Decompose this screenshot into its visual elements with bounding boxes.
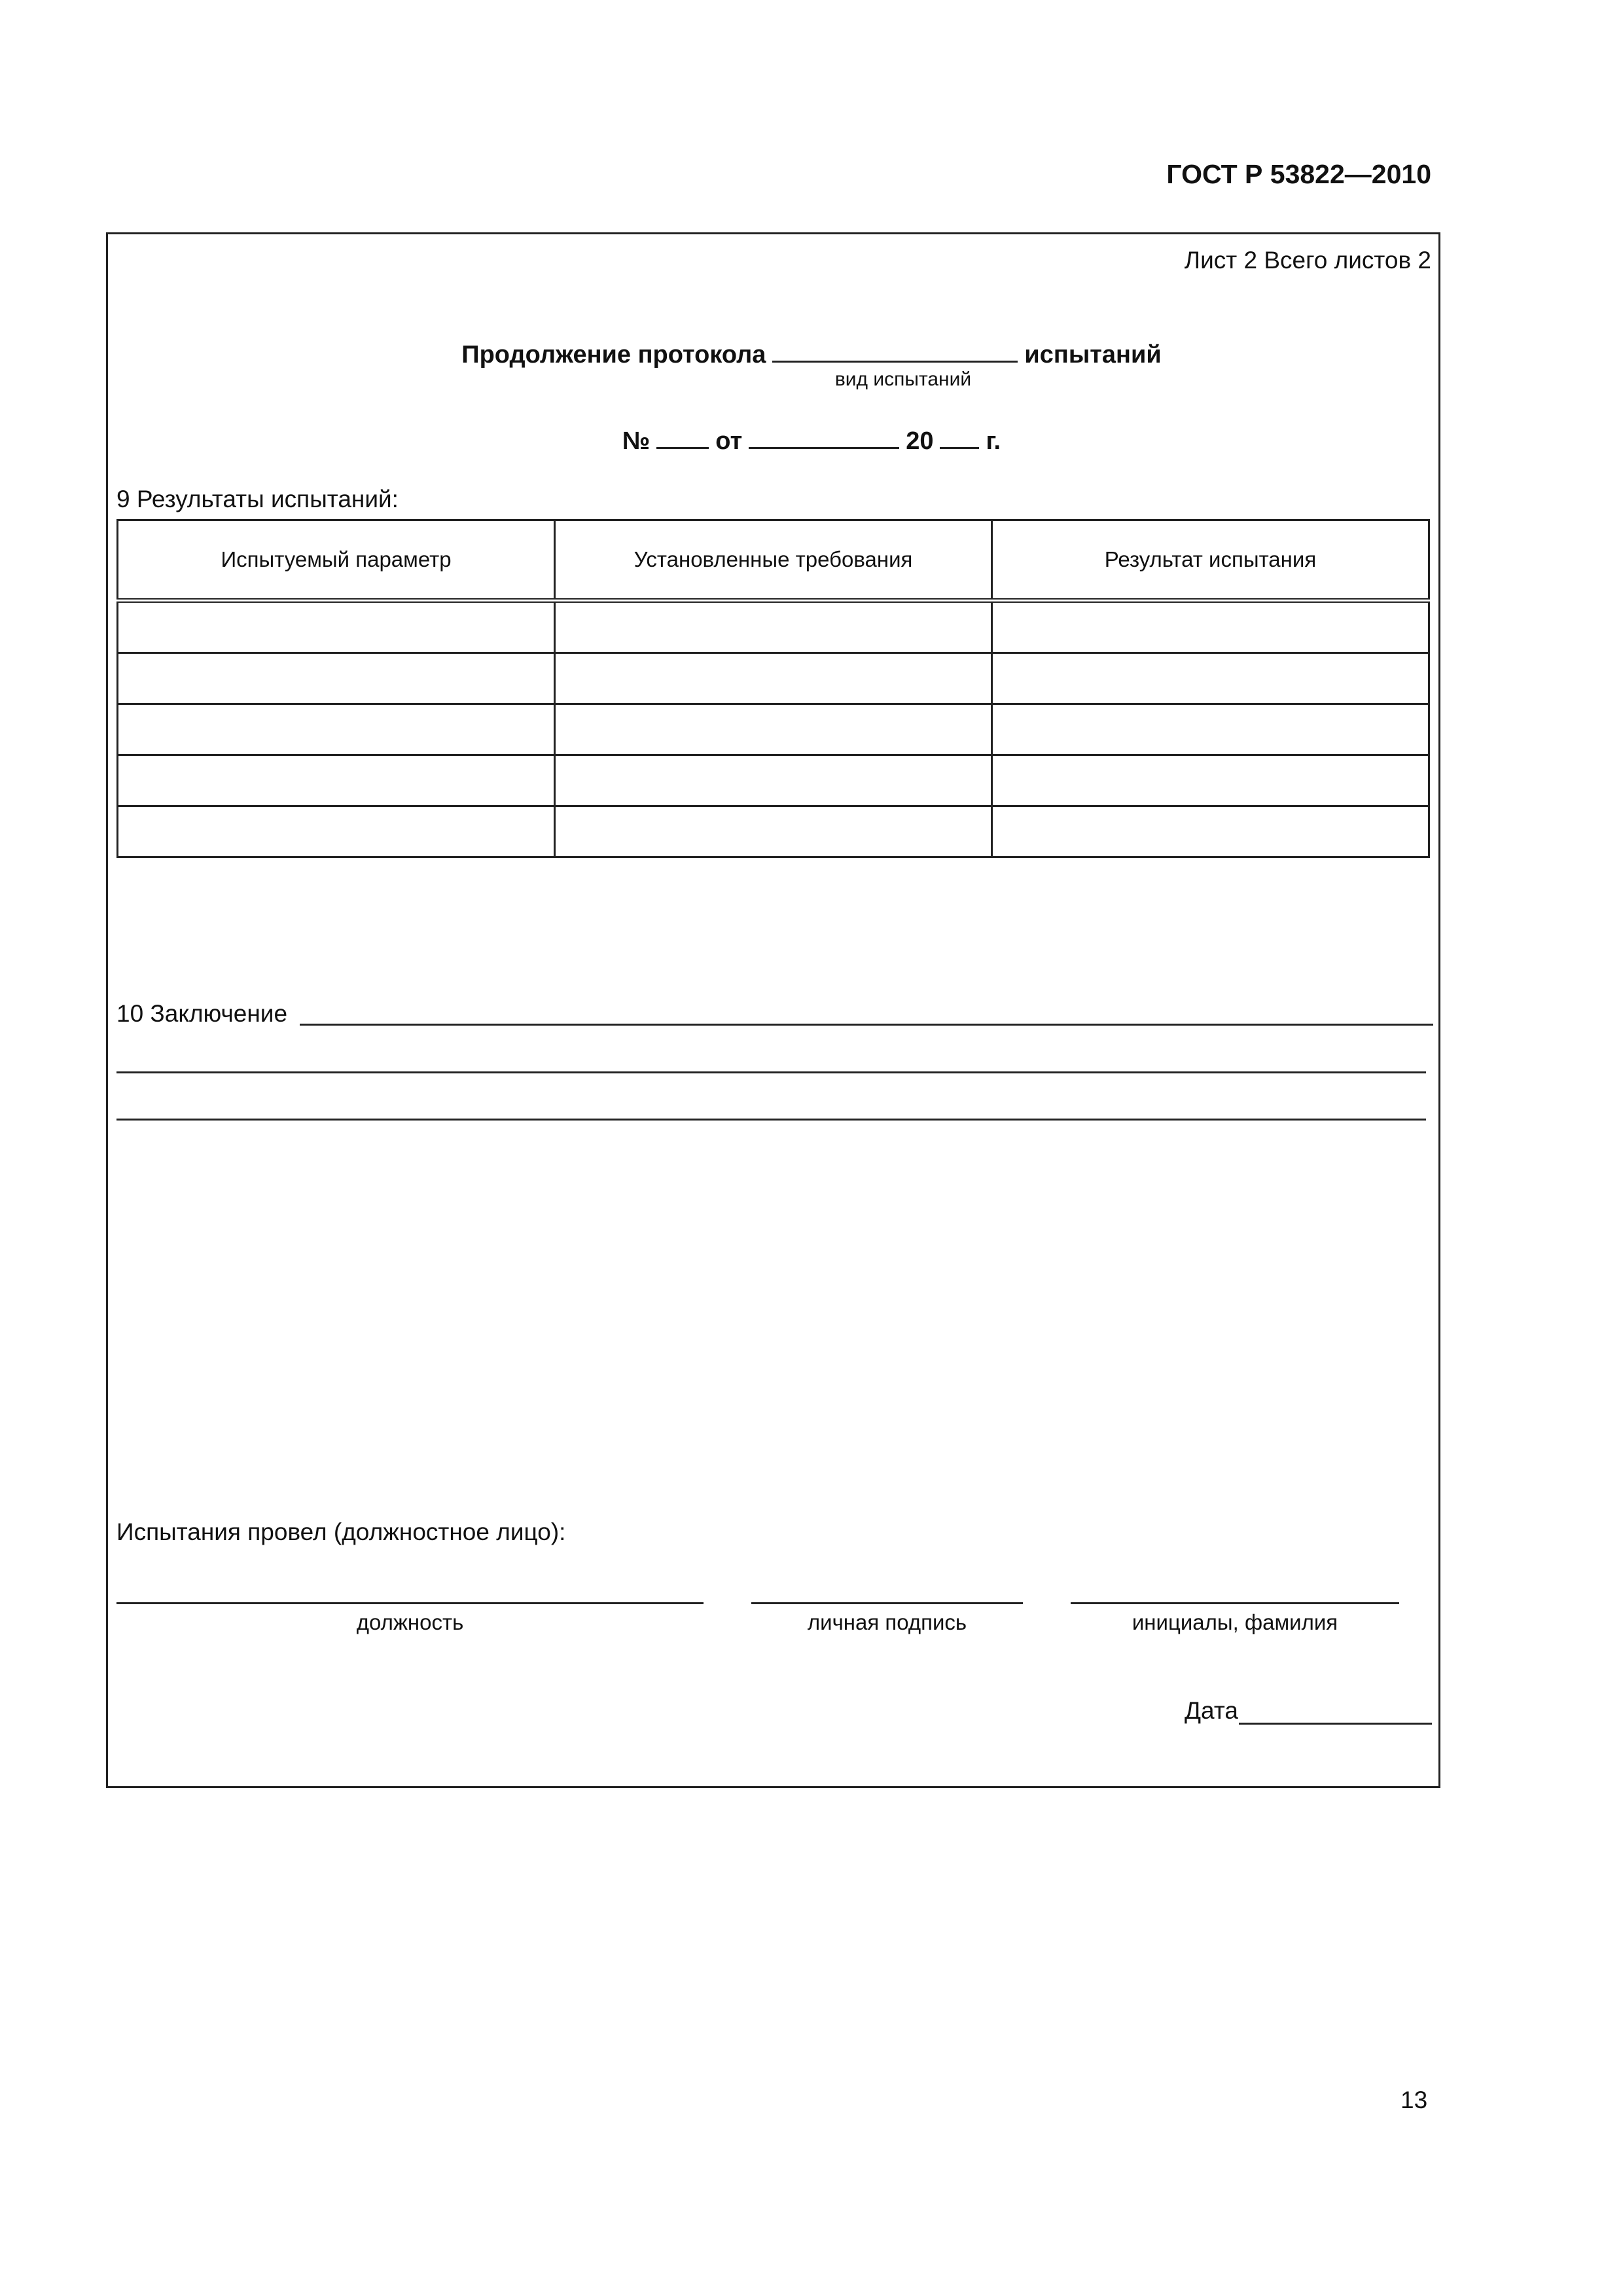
conclusion-line-3[interactable] <box>116 1119 1426 1121</box>
from-word: от <box>715 427 743 455</box>
results-title: 9 Результаты испытаний: <box>116 486 399 512</box>
conclusion-line-2[interactable] <box>116 1071 1426 1073</box>
protocol-number-line <box>0 422 1623 456</box>
table-cell[interactable] <box>118 704 555 755</box>
form-frame <box>106 232 1440 1788</box>
name-line[interactable] <box>1071 1602 1399 1604</box>
number-sign: № <box>622 427 651 455</box>
standard-code: ГОСТ Р 53822—2010 <box>1166 159 1431 189</box>
column-header-requirements: Установленные требования <box>555 520 992 601</box>
protocol-number-blank[interactable] <box>656 422 709 449</box>
signature-caption: личная подпись <box>807 1610 967 1634</box>
page-number: 13 <box>1400 2087 1428 2113</box>
name-caption: инициалы, фамилия <box>1132 1610 1338 1634</box>
table-row <box>118 806 1429 857</box>
continuation-prefix: Продолжение протокола <box>461 341 766 368</box>
table-cell[interactable] <box>118 601 555 653</box>
table-cell[interactable] <box>555 601 992 653</box>
date-line[interactable] <box>1239 1723 1432 1725</box>
table-cell[interactable] <box>992 601 1429 653</box>
table-cell[interactable] <box>118 755 555 806</box>
sheet-info: Лист 2 Всего листов 2 <box>1184 247 1431 274</box>
table-row <box>118 755 1429 806</box>
year-suffix: г. <box>986 427 1001 455</box>
signature-line[interactable] <box>751 1602 1023 1604</box>
conclusion-label: 10 Заключение <box>116 1000 288 1027</box>
table-cell[interactable] <box>992 704 1429 755</box>
protocol-date-blank[interactable] <box>749 422 899 449</box>
table-cell[interactable] <box>118 806 555 857</box>
test-type-blank[interactable] <box>772 336 1018 363</box>
table-cell[interactable] <box>555 704 992 755</box>
table-cell[interactable] <box>992 806 1429 857</box>
table-row <box>118 601 1429 653</box>
column-header-parameter: Испытуемый параметр <box>118 520 555 601</box>
continuation-suffix: испытаний <box>1024 341 1162 368</box>
continuation-heading <box>0 336 1623 369</box>
table-row <box>118 704 1429 755</box>
table-cell[interactable] <box>555 653 992 704</box>
table-row <box>118 653 1429 704</box>
conclusion-line-1[interactable] <box>300 1024 1433 1026</box>
results-table <box>116 519 1430 858</box>
tester-label: Испытания провел (должностное лицо): <box>116 1518 566 1545</box>
table-cell[interactable] <box>555 806 992 857</box>
table-header-row <box>118 520 1429 601</box>
table-cell[interactable] <box>992 755 1429 806</box>
column-header-result: Результат испытания <box>992 520 1429 601</box>
position-caption: должность <box>356 1610 464 1634</box>
date-label: Дата <box>1185 1697 1238 1724</box>
table-cell[interactable] <box>118 653 555 704</box>
table-cell[interactable] <box>992 653 1429 704</box>
table-cell[interactable] <box>555 755 992 806</box>
test-type-hint: вид испытаний <box>834 368 972 390</box>
year-blank[interactable] <box>940 422 979 449</box>
position-line[interactable] <box>116 1602 704 1604</box>
year-prefix: 20 <box>906 427 934 455</box>
